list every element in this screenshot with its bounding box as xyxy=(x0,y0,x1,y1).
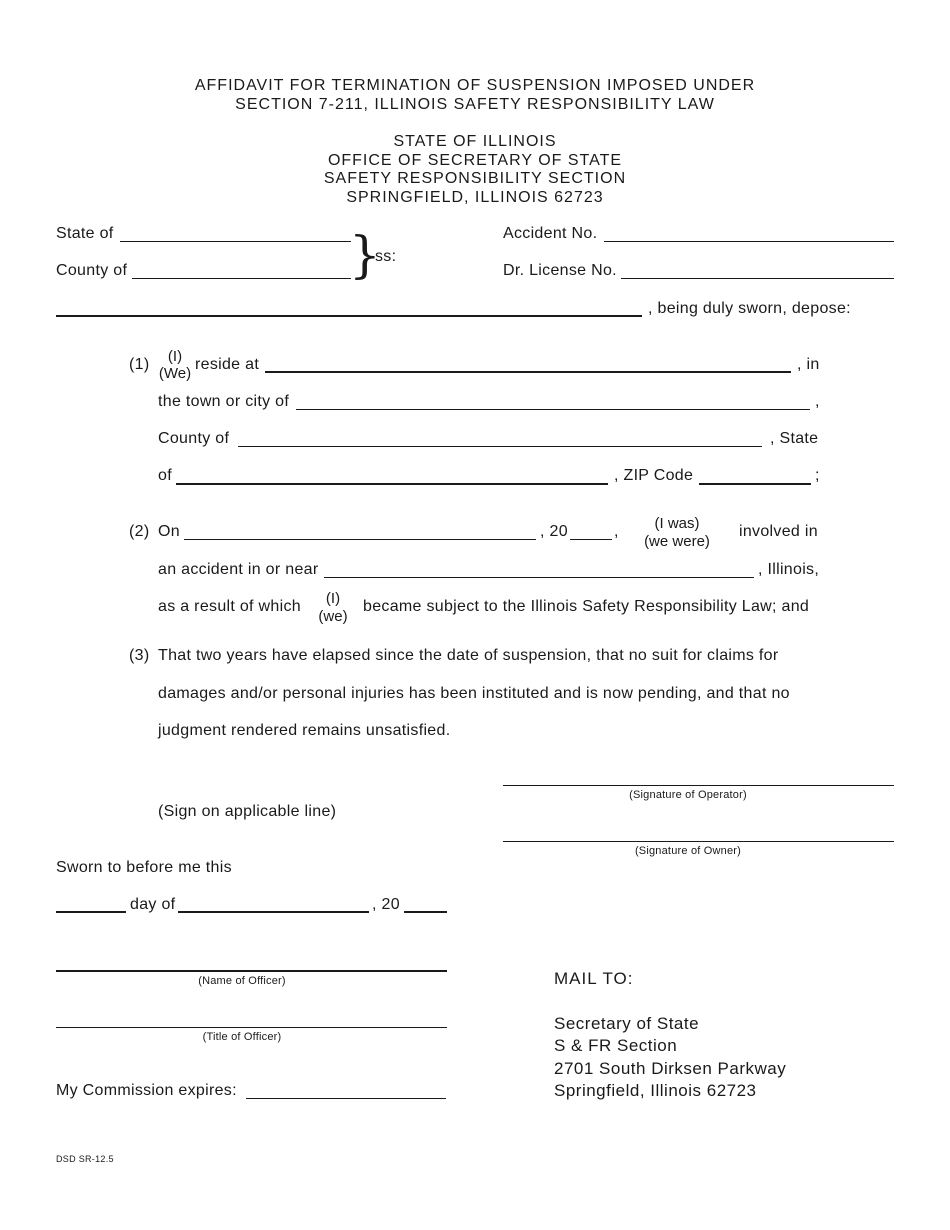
license-number-label: Dr. License No. xyxy=(503,262,617,279)
mail-to-line-1: Secretary of State xyxy=(554,1014,700,1033)
item-1-number: (1) xyxy=(129,356,150,373)
i-option: (I) xyxy=(167,348,183,365)
county-of-field[interactable] xyxy=(132,278,351,279)
sign-note: (Sign on applicable line) xyxy=(158,803,337,820)
officer-name-caption: (Name of Officer) xyxy=(198,975,286,987)
accident-location-label: an accident in or near xyxy=(158,561,319,578)
accident-number-label: Accident No. xyxy=(503,225,598,242)
operator-signature-caption: (Signature of Operator) xyxy=(629,789,747,801)
mail-to-heading: MAIL TO: xyxy=(554,969,634,988)
commission-expires-label: My Commission expires: xyxy=(56,1082,237,1099)
sworn-month-field[interactable] xyxy=(178,911,369,913)
agency-line-1: STATE OF ILLINOIS xyxy=(393,133,557,150)
year-prefix-label: , 20 xyxy=(540,523,568,540)
sworn-day-field[interactable] xyxy=(56,911,126,913)
ss-label: ss: xyxy=(375,248,397,265)
i-was-option: (I was) xyxy=(654,515,700,532)
result-of-which-label: as a result of which xyxy=(158,598,301,615)
item-3-line-3: judgment rendered remains unsatisfied. xyxy=(158,722,451,739)
operator-signature-field[interactable] xyxy=(503,785,894,786)
residence-address-field[interactable] xyxy=(265,371,791,373)
i-option: (I) xyxy=(325,590,341,607)
item-2-number: (2) xyxy=(129,523,150,540)
sworn-year-field[interactable] xyxy=(404,911,447,913)
officer-title-caption: (Title of Officer) xyxy=(202,1031,282,1043)
of-label: of xyxy=(158,467,172,484)
sworn-year-label: , 20 xyxy=(372,896,400,913)
item-3-number: (3) xyxy=(129,647,150,664)
state-field[interactable] xyxy=(176,483,608,485)
accident-location-field[interactable] xyxy=(324,577,754,578)
sworn-before-label: Sworn to before me this xyxy=(56,859,232,876)
accident-year-field[interactable] xyxy=(570,539,612,540)
state-of-label: State of xyxy=(56,225,114,242)
i-we-choice-1 xyxy=(158,348,192,382)
commission-expires-field[interactable] xyxy=(246,1098,446,1099)
officer-title-field[interactable] xyxy=(56,1027,447,1028)
i-was-we-were-choice xyxy=(636,515,718,551)
officer-name-field[interactable] xyxy=(56,970,447,972)
in-label: , in xyxy=(797,356,820,373)
day-of-label: day of xyxy=(130,896,176,913)
reside-at-label: reside at xyxy=(195,356,260,373)
mail-to-line-3: 2701 South Dirksen Parkway xyxy=(554,1059,787,1078)
zip-code-label: , ZIP Code xyxy=(614,467,694,484)
item-3-line-1: That two years have elapsed since the date of suspension, that no suit for claims for xyxy=(158,647,779,664)
owner-signature-caption: (Signature of Owner) xyxy=(634,845,742,857)
zip-code-field[interactable] xyxy=(699,483,811,485)
town-city-field[interactable] xyxy=(296,409,810,410)
state-label: , State xyxy=(770,430,819,447)
we-option: (We) xyxy=(158,365,192,382)
agency-line-2: OFFICE OF SECRETARY OF STATE xyxy=(327,152,623,169)
form-title-line-2: SECTION 7-211, ILLINOIS SAFETY RESPONSIBILITY LAW xyxy=(235,96,715,113)
county-field[interactable] xyxy=(238,446,762,447)
i-we-choice-2 xyxy=(314,590,352,626)
deponent-name-field[interactable] xyxy=(56,315,642,317)
venue-brace: } xyxy=(349,226,381,284)
we-option: (we) xyxy=(318,608,348,625)
state-of-field[interactable] xyxy=(120,241,351,242)
we-were-option: (we were) xyxy=(644,533,710,550)
illinois-label: , Illinois, xyxy=(758,561,820,578)
mail-to-line-2: S & FR Section xyxy=(554,1036,678,1055)
on-label: On xyxy=(158,523,180,540)
license-number-field[interactable] xyxy=(621,278,894,279)
mail-to-line-4: Springfield, Illinois 62723 xyxy=(554,1081,757,1100)
town-comma: , xyxy=(815,393,820,410)
county-of-label: County of xyxy=(56,262,128,279)
year-comma: , xyxy=(614,523,619,540)
form-number: DSD SR-12.5 xyxy=(56,1154,114,1164)
sworn-statement-label: , being duly sworn, depose: xyxy=(648,300,851,317)
agency-line-4: SPRINGFIELD, ILLINOIS 62723 xyxy=(346,189,604,206)
form-title-line-1: AFFIDAVIT FOR TERMINATION OF SUSPENSION IMPOSED UNDER xyxy=(194,77,756,94)
involved-in-label: involved in xyxy=(739,523,818,540)
agency-line-3: SAFETY RESPONSIBILITY SECTION xyxy=(323,170,627,187)
became-subject-label: became subject to the Illinois Safety Responsibility Law; and xyxy=(363,598,810,615)
item-3-line-2: damages and/or personal injuries has been instituted and is now pending, and that no xyxy=(158,685,790,702)
accident-date-field[interactable] xyxy=(184,539,536,540)
accident-number-field[interactable] xyxy=(604,241,894,242)
item-1-semicolon: ; xyxy=(815,467,820,484)
town-city-label: the town or city of xyxy=(158,393,290,410)
county-label: County of xyxy=(158,430,230,447)
owner-signature-field[interactable] xyxy=(503,841,894,842)
